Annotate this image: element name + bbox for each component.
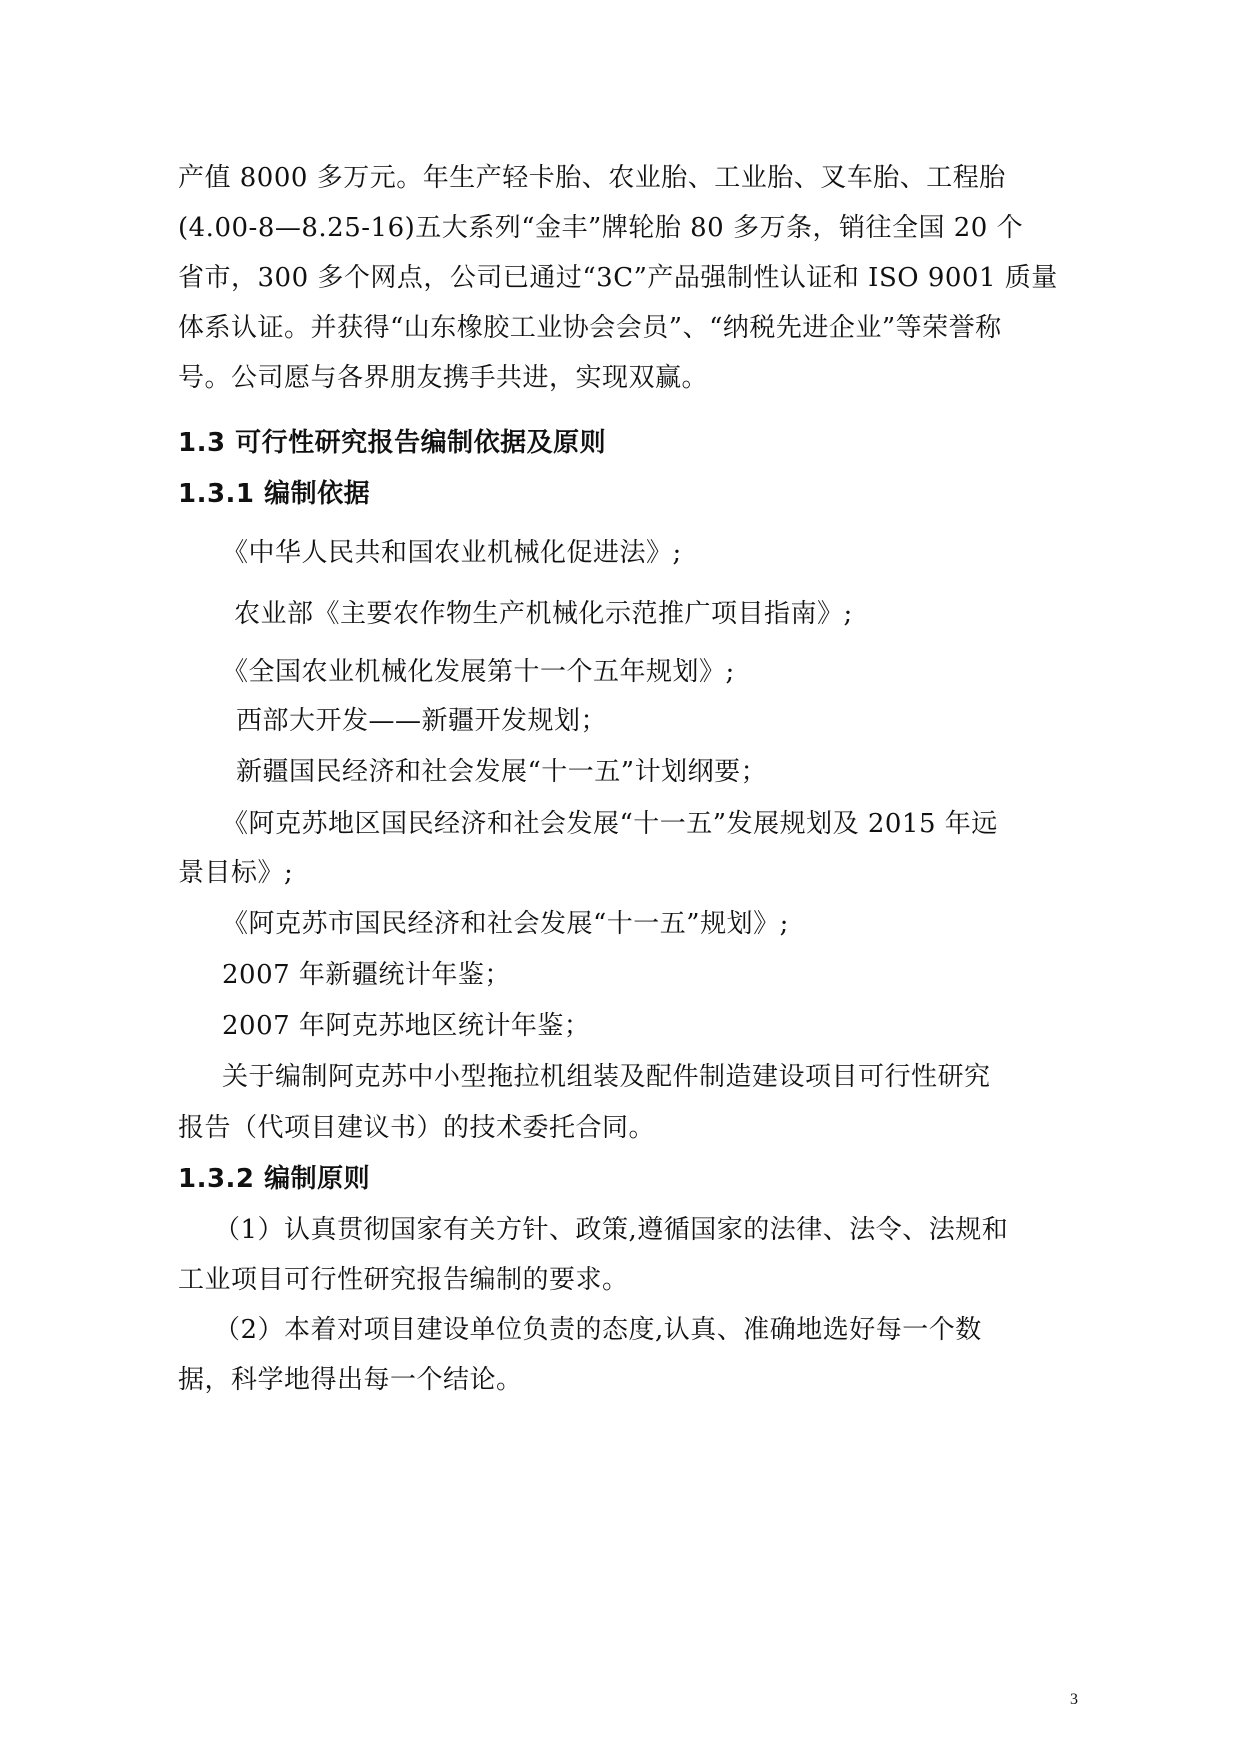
basis-item: 景目标》; — [178, 858, 294, 888]
body-text-line: (4.00-8—8.25-16)五大系列“金丰”牌轮胎 80 多万条，销往全国 20 个 — [178, 213, 1024, 243]
section-heading: 1.3 可行性研究报告编制依据及原则 — [178, 428, 607, 458]
page-number: 3 — [1070, 1691, 1078, 1708]
basis-item: 西部大开发——新疆开发规划； — [236, 706, 608, 736]
basis-item: 新疆国民经济和社会发展“十一五”计划纲要； — [236, 757, 768, 787]
basis-item: 《阿克苏市国民经济和社会发展“十一五”规划》; — [222, 909, 789, 939]
basis-item: 报告（代项目建议书）的技术委托合同。 — [178, 1113, 656, 1143]
body-text-line: 产值 8000 多万元。年生产轻卡胎、农业胎、工业胎、叉车胎、工程胎 — [178, 163, 1006, 193]
basis-item: 2007 年阿克苏地区统计年鉴； — [222, 1011, 591, 1041]
principle-item: 据，科学地得出每一个结论。 — [178, 1365, 523, 1395]
principle-item: 工业项目可行性研究报告编制的要求。 — [178, 1265, 629, 1295]
body-text-line: 省市，300 多个网点，公司已通过“3C”产品强制性认证和 ISO 9001 质量 — [178, 263, 1058, 293]
basis-item: 《中华人民共和国农业机械化促进法》; — [222, 538, 682, 568]
principle-item: （1）认真贯彻国家有关方针、政策,遵循国家的法律、法令、法规和 — [214, 1215, 1009, 1245]
basis-item: 关于编制阿克苏中小型拖拉机组装及配件制造建设项目可行性研究 — [222, 1062, 991, 1092]
subsection-heading: 1.3.2 编制原则 — [178, 1164, 371, 1194]
body-text-line: 体系认证。并获得“山东橡胶工业协会会员”、“纳税先进企业”等荣誉称 — [178, 313, 1002, 343]
basis-item: 《全国农业机械化发展第十一个五年规划》; — [222, 657, 735, 687]
principle-item: （2）本着对项目建设单位负责的态度,认真、准确地选好每一个数 — [214, 1315, 982, 1345]
body-text-line: 号。公司愿与各界朋友携手共进，实现双赢。 — [178, 363, 709, 393]
basis-item: 2007 年新疆统计年鉴； — [222, 960, 511, 990]
subsection-heading: 1.3.1 编制依据 — [178, 479, 371, 509]
basis-item: 《阿克苏地区国民经济和社会发展“十一五”发展规划及 2015 年远 — [222, 809, 998, 839]
basis-item: 农业部《主要农作物生产机械化示范推广项目指南》; — [234, 599, 853, 629]
